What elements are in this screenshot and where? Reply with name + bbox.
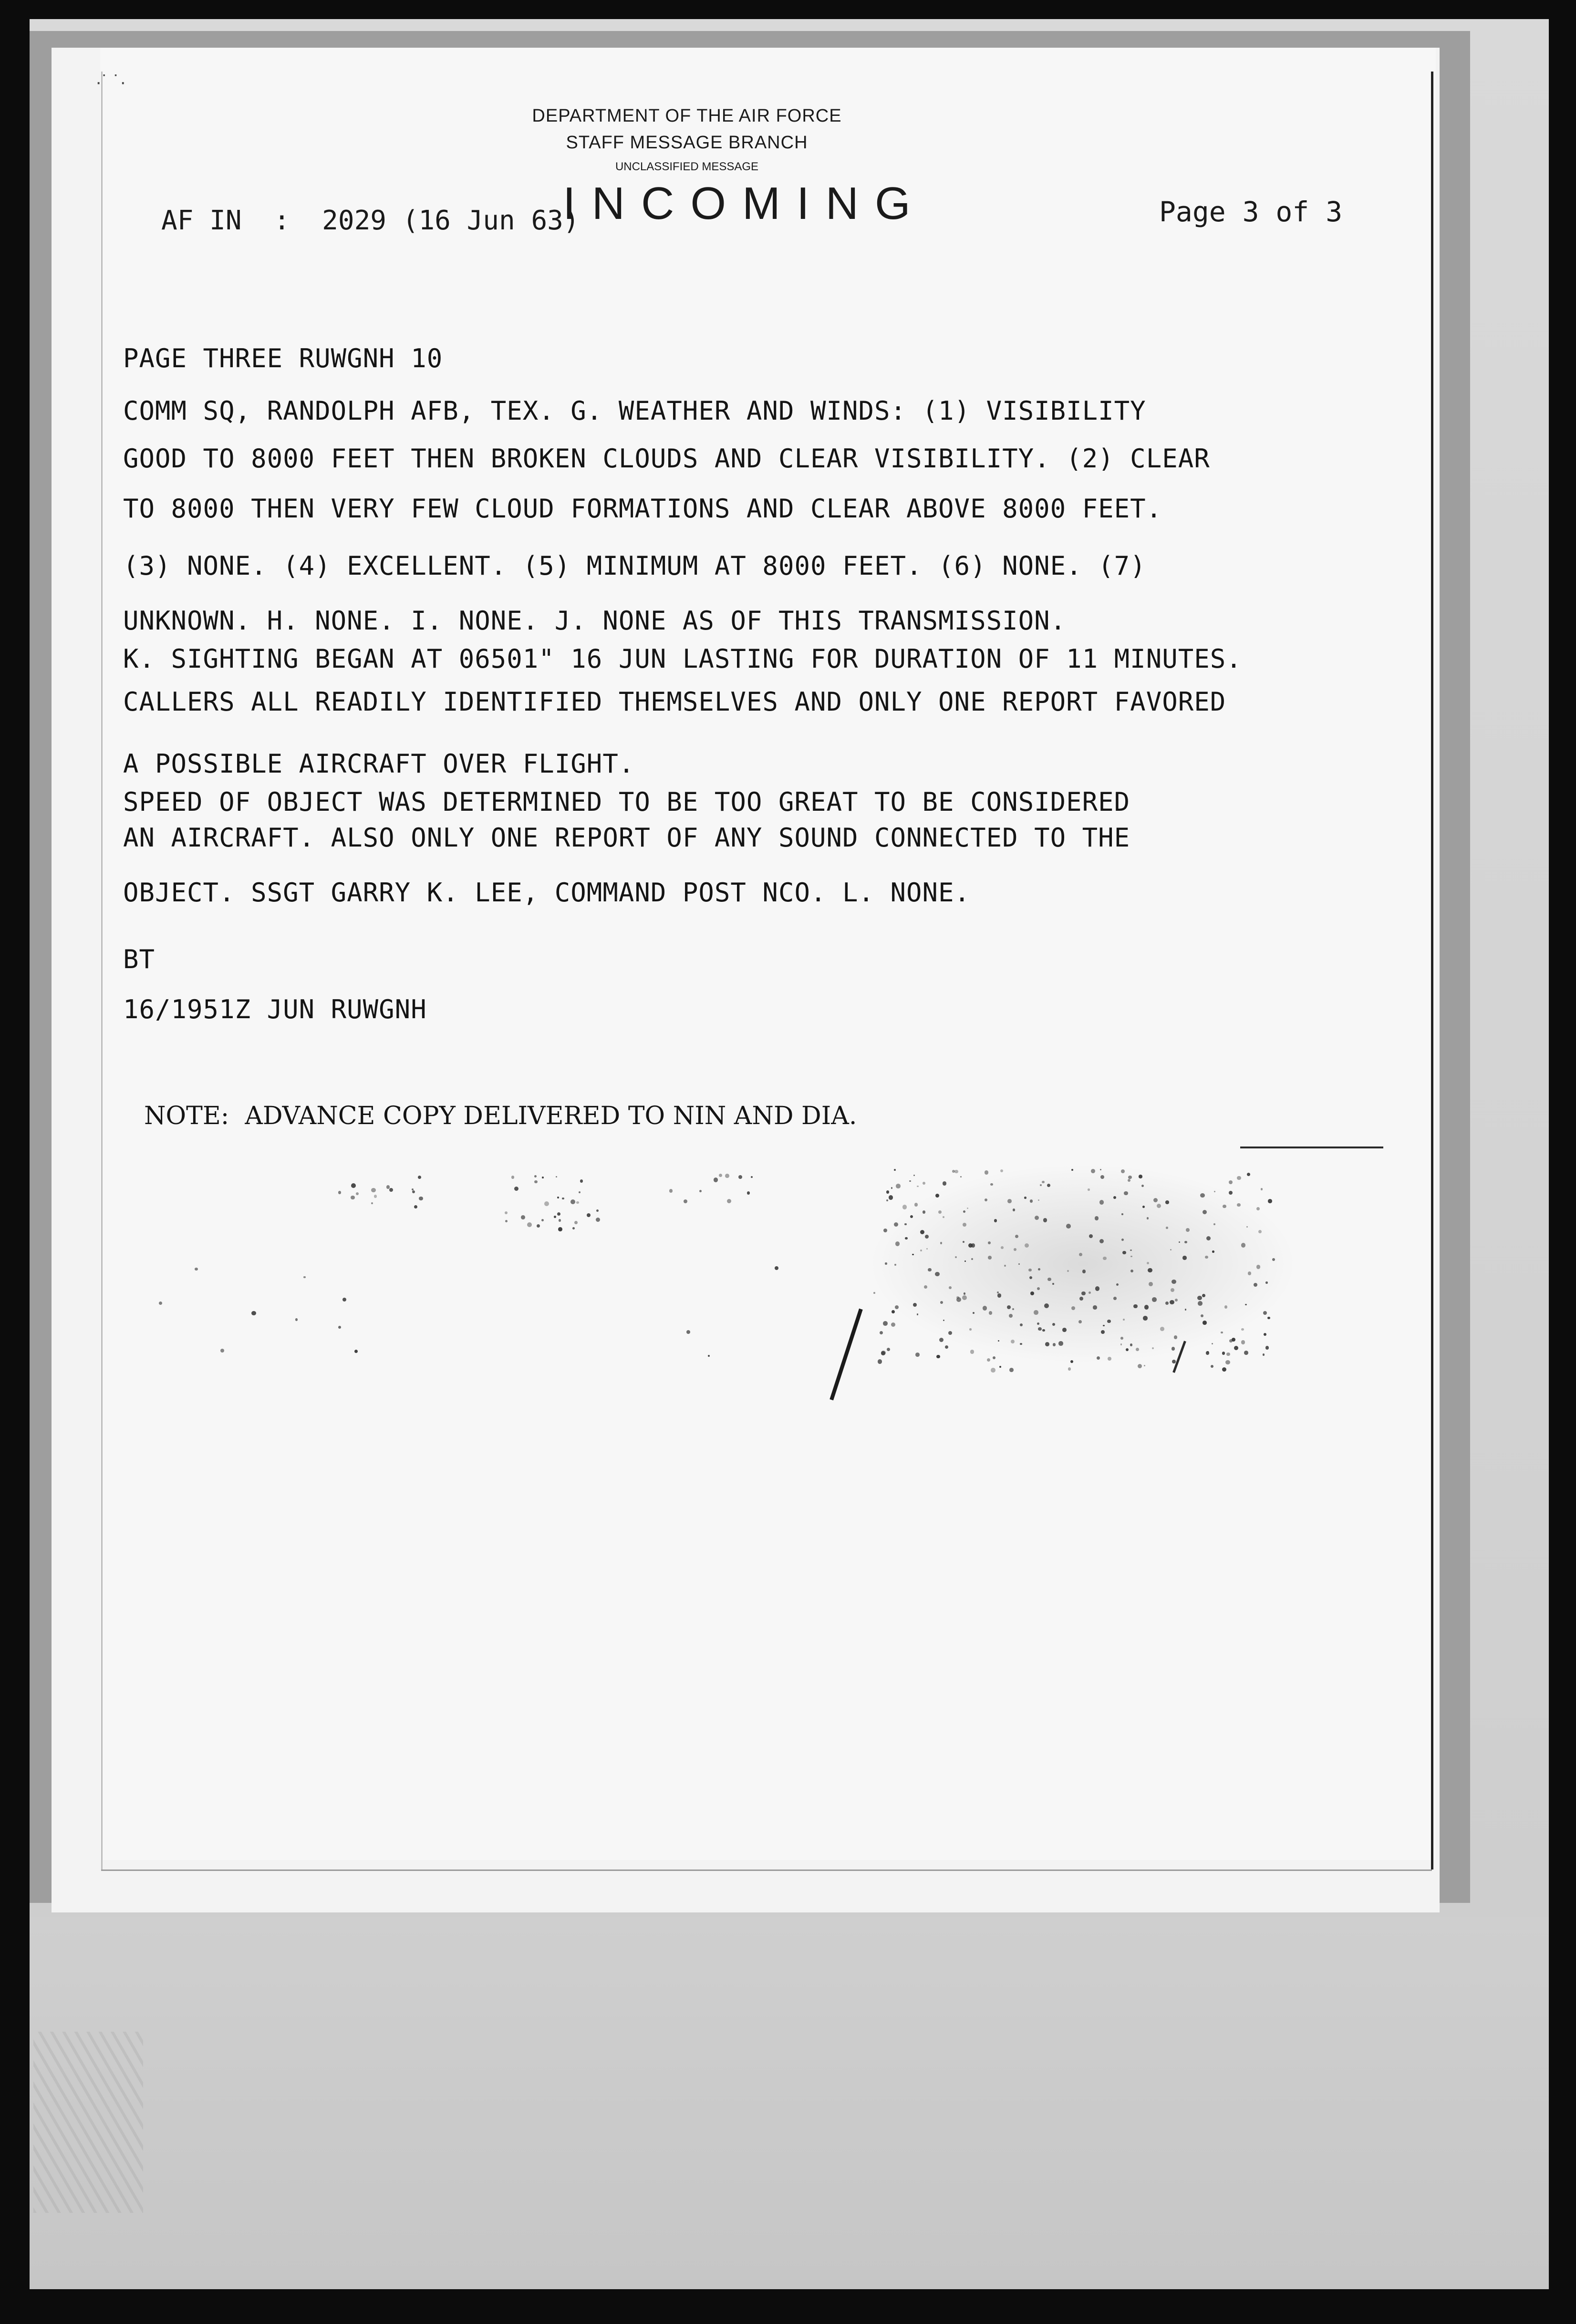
ink-speck	[527, 1222, 532, 1227]
branch-heading: STAFF MESSAGE BRANCH	[566, 133, 808, 153]
ink-speck	[511, 1176, 514, 1178]
ink-speck	[1152, 1297, 1156, 1301]
ink-speck	[1175, 1299, 1178, 1301]
ink-speck	[889, 1195, 893, 1200]
ink-speck	[1152, 1347, 1154, 1349]
ink-speck	[1035, 1216, 1039, 1220]
ink-speck	[1009, 1368, 1014, 1372]
ink-speck	[904, 1223, 906, 1225]
ink-speck	[1186, 1228, 1190, 1232]
ink-speck	[886, 1190, 889, 1193]
ink-speck	[1044, 1303, 1049, 1308]
ink-speck	[1170, 1300, 1174, 1304]
ink-speck	[895, 1241, 900, 1246]
ink-speck	[894, 1222, 898, 1227]
ink-speck	[775, 1266, 778, 1270]
ink-speck	[374, 1195, 377, 1198]
ink-speck	[963, 1223, 966, 1227]
ink-speck	[878, 1359, 882, 1363]
ink-speck	[1248, 1271, 1252, 1275]
ink-speck	[356, 1192, 359, 1195]
ink-speck	[1160, 1327, 1164, 1331]
ink-speck	[1013, 1208, 1015, 1211]
corner-mark: ·˙ ˙·	[95, 72, 126, 93]
ink-speck	[940, 1242, 943, 1244]
ink-speck	[915, 1353, 920, 1357]
ink-speck	[351, 1196, 355, 1200]
ink-speck	[1024, 1197, 1026, 1198]
ink-speck	[1052, 1283, 1054, 1284]
ink-speck	[558, 1227, 562, 1231]
ink-speck	[1128, 1179, 1130, 1182]
ink-speck	[708, 1355, 710, 1357]
ink-speck	[1268, 1199, 1272, 1203]
ink-speck	[389, 1188, 393, 1192]
ink-speck	[1256, 1265, 1260, 1269]
ink-speck	[1126, 1348, 1129, 1351]
ink-speck	[1120, 1337, 1123, 1340]
ink-speck	[954, 1170, 958, 1174]
ink-speck	[997, 1291, 999, 1293]
ink-speck	[955, 1256, 957, 1258]
ink-speck	[962, 1295, 967, 1300]
ink-speck	[1108, 1357, 1111, 1361]
ink-speck	[1130, 1256, 1132, 1257]
ink-speck	[891, 1322, 895, 1327]
ink-speck	[725, 1174, 729, 1178]
ink-speck	[963, 1210, 965, 1213]
ink-speck	[1214, 1191, 1215, 1192]
sheet-inner	[100, 48, 1436, 1860]
body-line: OBJECT. SSGT GARRY K. LEE, COMMAND POST NCO. L. NONE.	[123, 878, 971, 908]
ink-speck	[1123, 1319, 1125, 1321]
body-line: GOOD TO 8000 FEET THEN BROKEN CLOUDS AND CLEAR VISIBILITY. (2) CLEAR	[123, 444, 1210, 474]
ink-speck	[1171, 1288, 1174, 1292]
ink-speck	[1030, 1199, 1033, 1202]
ink-speck	[1045, 1342, 1049, 1346]
ink-speck	[1130, 1343, 1132, 1346]
body-line: PAGE THREE RUWGNH 10	[123, 343, 443, 373]
date-time-group: 16/1951Z JUN RUWGNH	[123, 994, 427, 1024]
ink-speck	[505, 1211, 508, 1214]
ink-speck	[159, 1301, 162, 1305]
ink-speck	[910, 1215, 913, 1218]
ink-speck	[1078, 1320, 1082, 1323]
ink-speck	[1014, 1248, 1016, 1251]
ink-speck	[1256, 1207, 1260, 1210]
ink-speck	[1244, 1351, 1248, 1355]
ink-speck	[943, 1181, 947, 1186]
ink-speck	[351, 1183, 356, 1188]
body-line: A POSSIBLE AIRCRAFT OVER FLIGHT.	[123, 749, 635, 779]
ink-speck	[1264, 1333, 1266, 1336]
ink-speck	[873, 1292, 875, 1294]
advance-copy-note: NOTE: ADVANCE COPY DELIVERED TO NIN AND DIA.	[144, 1102, 857, 1130]
ink-speck	[1142, 1206, 1145, 1208]
ink-speck	[896, 1184, 901, 1188]
ink-speck	[1139, 1175, 1142, 1178]
ink-speck	[1042, 1181, 1045, 1184]
ink-speck	[936, 1355, 940, 1358]
ink-speck	[542, 1177, 543, 1178]
ink-speck	[1107, 1320, 1110, 1323]
body-line: TO 8000 THEN VERY FEW CLOUD FORMATIONS AND CLEAR ABOVE 8000 FEET.	[123, 494, 1162, 524]
ink-speck	[956, 1296, 959, 1299]
body-line: SPEED OF OBJECT WAS DETERMINED TO BE TOO GREAT TO BE CONSIDERED	[123, 787, 1130, 817]
ink-speck	[1149, 1282, 1153, 1286]
lower-board	[30, 1917, 1549, 2289]
ink-speck	[991, 1368, 995, 1373]
ink-speck	[1245, 1304, 1247, 1306]
ink-speck	[419, 1197, 423, 1201]
ink-speck	[1043, 1218, 1047, 1222]
ink-speck	[1015, 1235, 1018, 1238]
ink-speck	[521, 1215, 525, 1219]
ink-speck	[1226, 1353, 1230, 1356]
ink-speck	[1088, 1188, 1089, 1190]
ink-speck	[1182, 1256, 1186, 1260]
page-indicator: Page 3 of 3	[1159, 196, 1343, 228]
ink-speck	[924, 1285, 927, 1289]
ink-speck	[994, 1219, 997, 1222]
ink-speck	[963, 1241, 964, 1243]
ink-speck	[1254, 1283, 1257, 1287]
ink-speck	[1082, 1270, 1086, 1273]
ink-speck	[1081, 1291, 1085, 1295]
ink-speck	[1212, 1250, 1214, 1253]
ink-speck	[412, 1190, 415, 1193]
ink-speck	[534, 1175, 537, 1177]
ink-speck	[251, 1311, 256, 1315]
left-margin-rule	[101, 72, 103, 1870]
ink-speck	[1133, 1304, 1138, 1309]
ink-speck	[1205, 1256, 1208, 1259]
ink-speck	[1040, 1184, 1042, 1186]
ink-speck	[1095, 1216, 1099, 1220]
ink-speck	[1034, 1310, 1038, 1315]
body-line: K. SIGHTING BEGAN AT 06501" 16 JUN LASTING FOR DURATION OF 11 MINUTES.	[123, 644, 1242, 674]
ink-speck	[1062, 1328, 1067, 1332]
incoming-heading: INCOMING	[563, 178, 927, 229]
ink-speck	[557, 1197, 559, 1198]
ink-speck	[1263, 1353, 1265, 1356]
ink-speck	[1138, 1364, 1142, 1368]
ink-speck	[1172, 1347, 1175, 1350]
scuff-mark	[33, 2032, 143, 2213]
ink-speck	[1265, 1281, 1267, 1283]
ink-speck	[1206, 1351, 1210, 1355]
ink-speck	[1071, 1306, 1075, 1310]
ink-speck	[714, 1177, 718, 1182]
ink-speck	[1211, 1365, 1213, 1368]
ink-speck	[939, 1338, 944, 1342]
classification-label: UNCLASSIFIED MESSAGE	[615, 160, 759, 173]
ink-speck	[1267, 1317, 1270, 1320]
ink-speck	[970, 1350, 975, 1354]
ink-speck	[1241, 1328, 1244, 1331]
ink-speck	[983, 1306, 987, 1310]
ink-speck	[303, 1276, 305, 1278]
ink-speck	[990, 1183, 993, 1186]
ink-speck	[1121, 1213, 1123, 1215]
ink-speck	[1042, 1329, 1045, 1332]
ink-speck	[1030, 1291, 1034, 1295]
ink-speck	[1165, 1200, 1169, 1204]
ink-speck	[1004, 1265, 1006, 1267]
ink-speck	[881, 1351, 885, 1355]
ink-speck	[338, 1191, 341, 1194]
ink-speck	[579, 1191, 581, 1193]
ink-speck	[1147, 1262, 1149, 1264]
ink-speck	[570, 1199, 575, 1204]
ink-speck	[1130, 1250, 1132, 1251]
ink-speck	[1128, 1176, 1131, 1179]
ink-speck	[914, 1203, 918, 1207]
right-margin-rule	[1431, 72, 1433, 1870]
ink-speck	[1100, 1169, 1101, 1170]
ink-speck	[580, 1179, 583, 1182]
ink-speck	[751, 1176, 753, 1178]
ink-speck	[1066, 1224, 1071, 1229]
department-heading: DEPARTMENT OF THE AIR FORCE	[532, 106, 842, 126]
body-line: (3) NONE. (4) EXCELLENT. (5) MINIMUM AT 8000 FEET. (6) NONE. (7)	[123, 551, 1146, 581]
ink-speck	[1052, 1323, 1055, 1326]
ink-speck	[544, 1201, 549, 1206]
ink-speck	[969, 1328, 971, 1330]
ink-speck	[719, 1174, 722, 1177]
body-line: AN AIRCRAFT. ALSO ONLY ONE REPORT OF ANY SOUND CONNECTED TO THE	[123, 823, 1130, 853]
ink-speck	[993, 1356, 995, 1359]
bottom-rule	[101, 1870, 1432, 1871]
ink-speck	[971, 1258, 973, 1260]
body-line: COMM SQ, RANDOLPH AFB, TEX. G. WEATHER AND WINDS: (1) VISIBILITY	[123, 396, 1146, 426]
ink-smudge	[868, 1164, 1297, 1364]
ink-speck	[1120, 1343, 1122, 1345]
ink-speck	[1058, 1341, 1063, 1345]
ink-speck	[1241, 1340, 1245, 1344]
ink-speck	[1113, 1297, 1117, 1300]
ink-speck	[1143, 1316, 1148, 1321]
ink-speck	[928, 1268, 932, 1272]
ink-speck	[1141, 1185, 1144, 1187]
ink-speck	[371, 1202, 373, 1204]
ink-speck	[920, 1230, 924, 1234]
ink-speck	[1172, 1280, 1176, 1284]
break-marker: BT	[123, 944, 156, 974]
ink-speck	[1093, 1305, 1097, 1309]
message-id: AF IN : 2029 (16 Jun 63)	[161, 205, 580, 236]
ink-speck	[1000, 1169, 1003, 1172]
ink-speck	[1020, 1343, 1022, 1345]
ink-speck	[887, 1348, 890, 1351]
ink-speck	[1147, 1217, 1149, 1219]
ink-speck	[1225, 1360, 1230, 1365]
ink-speck	[1038, 1327, 1042, 1331]
ink-speck	[1166, 1227, 1168, 1229]
ink-speck	[1229, 1180, 1233, 1184]
ink-speck	[917, 1186, 919, 1188]
ink-speck	[1234, 1346, 1238, 1350]
ink-speck	[891, 1187, 892, 1188]
ink-speck	[554, 1216, 556, 1218]
ink-speck	[894, 1169, 896, 1171]
ink-speck	[1095, 1286, 1100, 1291]
ink-speck	[1071, 1169, 1073, 1171]
ink-speck	[1185, 1309, 1186, 1310]
ink-speck	[943, 1216, 944, 1218]
ink-speck	[1103, 1257, 1106, 1260]
ink-speck	[912, 1254, 914, 1256]
ink-speck	[1200, 1193, 1204, 1198]
ink-speck	[885, 1262, 887, 1264]
ink-speck	[1136, 1348, 1139, 1351]
ink-speck	[883, 1321, 888, 1326]
ink-speck	[985, 1170, 988, 1174]
ink-dash	[1240, 1147, 1383, 1148]
ink-speck	[909, 1180, 911, 1182]
ink-speck	[895, 1305, 899, 1309]
ink-speck	[1198, 1301, 1203, 1306]
ink-speck	[997, 1293, 1001, 1297]
ink-speck	[574, 1221, 578, 1224]
ink-speck	[1213, 1223, 1215, 1225]
ink-speck	[1099, 1200, 1104, 1204]
ink-speck	[988, 1241, 991, 1244]
ink-speck	[1144, 1305, 1149, 1309]
ink-speck	[883, 1229, 887, 1232]
ink-speck	[1130, 1270, 1133, 1272]
ink-speck	[576, 1201, 579, 1204]
body-line: CALLERS ALL READILY IDENTIFIED THEMSELVES AND ONLY ONE REPORT FAVORED	[123, 687, 1226, 717]
ink-speck	[902, 1205, 907, 1209]
ink-speck	[1148, 1268, 1152, 1272]
ink-speck	[1197, 1296, 1202, 1300]
ink-speck	[1221, 1332, 1223, 1334]
ink-speck	[926, 1248, 928, 1250]
body-line: UNKNOWN. H. NONE. I. NONE. J. NONE AS OF THIS TRANSMISSION.	[123, 606, 1067, 636]
ink-speck	[1099, 1239, 1104, 1243]
ink-speck	[938, 1210, 942, 1214]
ink-speck	[886, 1199, 888, 1201]
ink-speck	[1067, 1270, 1069, 1272]
ink-speck	[1009, 1314, 1013, 1318]
ink-speck	[727, 1199, 731, 1203]
ink-speck	[1229, 1339, 1233, 1343]
ink-speck	[556, 1176, 557, 1177]
ink-speck	[1001, 1246, 1004, 1249]
ink-speck	[1237, 1176, 1241, 1180]
ink-speck	[945, 1345, 948, 1349]
ink-speck	[1170, 1249, 1172, 1250]
ink-speck	[1079, 1297, 1083, 1301]
